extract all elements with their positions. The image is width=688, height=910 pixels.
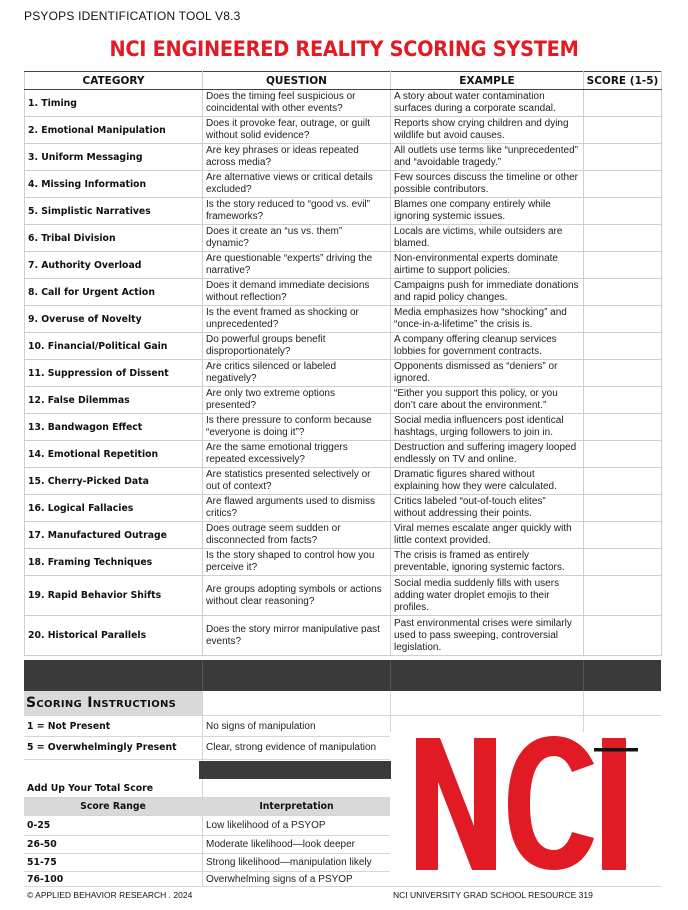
score-input-cell[interactable]: [584, 495, 662, 522]
category-cell: 3. Uniform Messaging: [25, 144, 203, 171]
category-cell: 15. Cherry-Picked Data: [25, 468, 203, 495]
question-cell: Are flawed arguments used to dismiss critics?: [203, 495, 391, 522]
score-range: 76-100: [27, 874, 64, 885]
score-input-cell[interactable]: [584, 90, 662, 117]
table-row: [25, 198, 662, 225]
table-row: [25, 495, 662, 522]
score-input-cell[interactable]: [584, 279, 662, 306]
score-interpretation: Strong likelihood—manipulation likely: [206, 857, 372, 868]
section-divider-band: [24, 660, 661, 691]
table-row: [25, 306, 662, 333]
table-row: [25, 279, 662, 306]
score-range-header: Score Range: [24, 798, 202, 815]
category-cell: 16. Logical Fallacies: [25, 495, 203, 522]
example-cell: Past environmental crises were similarly used to pass sweeping, controversial legislation.: [391, 616, 584, 656]
category-cell: 8. Call for Urgent Action: [25, 279, 203, 306]
category-cell: 13. Bandwagon Effect: [25, 414, 203, 441]
score-interpretation: Moderate likelihood—look deeper: [206, 839, 355, 850]
score-input-cell[interactable]: [584, 549, 662, 576]
table-row: [25, 441, 662, 468]
question-cell: Is the event framed as shocking or unprecedented?: [203, 306, 391, 333]
example-cell: Non-environmental experts dominate airtime to support policies.: [391, 252, 584, 279]
question-cell: Are critics silenced or labeled negatively?: [203, 360, 391, 387]
question-cell: Are the same emotional triggers repeated excessively?: [203, 441, 391, 468]
question-cell: Does the story mirror manipulative past events?: [203, 616, 391, 656]
example-cell: Critics labeled “out-of-touch elites” without addressing their points.: [391, 495, 584, 522]
example-cell: The crisis is framed as entirely preventable, ignoring systemic factors.: [391, 549, 584, 576]
score-input-cell[interactable]: [584, 333, 662, 360]
table-row: [25, 333, 662, 360]
score-input-cell[interactable]: [584, 387, 662, 414]
category-cell: 1. Timing: [25, 90, 203, 117]
table-header-row: [25, 72, 662, 90]
example-cell: Blames one company entirely while ignoring systemic issues.: [391, 198, 584, 225]
score-range: 51-75: [27, 857, 57, 868]
table-row: [25, 144, 662, 171]
table-row: [25, 414, 662, 441]
example-cell: Campaigns push for immediate donations and rapid policy changes.: [391, 279, 584, 306]
category-cell: 20. Historical Parallels: [25, 616, 203, 656]
score-input-cell[interactable]: [584, 441, 662, 468]
category-cell: 4. Missing Information: [25, 171, 203, 198]
category-cell: 18. Framing Techniques: [25, 549, 203, 576]
scoring-table: [24, 71, 662, 656]
example-cell: “Either you support this policy, or you don’t care about the environment.”: [391, 387, 584, 414]
example-cell: Opponents dismissed as “deniers” or ignored.: [391, 360, 584, 387]
example-cell: Dramatic figures shared without explaining how they were calculated.: [391, 468, 584, 495]
table-row: [25, 468, 662, 495]
score-input-cell[interactable]: [584, 576, 662, 616]
question-cell: Are groups adopting symbols or actions without clear reasoning?: [203, 576, 391, 616]
question-cell: Is the story shaped to control how you perceive it?: [203, 549, 391, 576]
example-cell: Media emphasizes how “shocking” and “once-in-a-lifetime” the crisis is.: [391, 306, 584, 333]
score-input-cell[interactable]: [584, 522, 662, 549]
score-range: 26-50: [27, 839, 57, 850]
question-cell: Does it create an “us vs. them” dynamic?: [203, 225, 391, 252]
table-row: [25, 549, 662, 576]
score-input-cell[interactable]: [584, 616, 662, 656]
score-level-desc: Clear, strong evidence of manipulation: [206, 742, 377, 753]
category-cell: 7. Authority Overload: [25, 252, 203, 279]
category-cell: 19. Rapid Behavior Shifts: [25, 576, 203, 616]
category-cell: 12. False Dilemmas: [25, 387, 203, 414]
footer-copyright: © APPLIED BEHAVIOR RESEARCH . 2024: [27, 890, 193, 900]
question-cell: Is there pressure to conform because “everyone is doing it”?: [203, 414, 391, 441]
score-input-cell[interactable]: [584, 414, 662, 441]
total-score-label: Add Up Your Total Score: [27, 783, 154, 794]
example-cell: Social media suddenly fills with users adding water droplet emojis to their profiles.: [391, 576, 584, 616]
example-cell: Social media influencers post identical hashtags, urging followers to join in.: [391, 414, 584, 441]
table-row: [25, 387, 662, 414]
score-input-cell[interactable]: [584, 225, 662, 252]
question-cell: Are key phrases or ideas repeated across media?: [203, 144, 391, 171]
column-header-example: EXAMPLE: [391, 72, 584, 90]
example-cell: A story about water contamination surfaces during a corporate scandal.: [391, 90, 584, 117]
tool-version-label: PSYOPS IDENTIFICATION TOOL V8.3: [24, 9, 241, 23]
dark-divider-bar: [199, 761, 391, 779]
category-cell: 10. Financial/Political Gain: [25, 333, 203, 360]
question-cell: Is the story reduced to “good vs. evil” frameworks?: [203, 198, 391, 225]
page-title: NCI ENGINEERED REALITY SCORING SYSTEM: [109, 37, 579, 61]
question-cell: Are only two extreme options presented?: [203, 387, 391, 414]
column-header-question: QUESTION: [203, 72, 391, 90]
score-input-cell[interactable]: [584, 198, 662, 225]
example-cell: Viral memes escalate anger quickly with little context provided.: [391, 522, 584, 549]
example-cell: All outlets use terms like “unprecedented” and “avoidable tragedy.”: [391, 144, 584, 171]
category-cell: 6. Tribal Division: [25, 225, 203, 252]
question-cell: Are alternative views or critical details excluded?: [203, 171, 391, 198]
score-input-cell[interactable]: [584, 171, 662, 198]
score-input-cell[interactable]: [584, 117, 662, 144]
example-cell: Few sources discuss the timeline or other possible contributors.: [391, 171, 584, 198]
column-header-score: SCORE (1-5): [584, 72, 662, 90]
example-cell: Reports show crying children and dying wildlife but avoid causes.: [391, 117, 584, 144]
score-input-cell[interactable]: [584, 468, 662, 495]
category-cell: 17. Manufactured Outrage: [25, 522, 203, 549]
score-level-label: 1 = Not Present: [27, 721, 111, 732]
score-interpretation: Low likelihood of a PSYOP: [206, 820, 326, 831]
table-row: [25, 117, 662, 144]
table-row: [25, 252, 662, 279]
table-row: [25, 225, 662, 252]
column-header-category: CATEGORY: [25, 72, 203, 90]
table-row: [25, 360, 662, 387]
question-cell: Do powerful groups benefit disproportionately?: [203, 333, 391, 360]
table-row: [25, 522, 662, 549]
question-cell: Does the timing feel suspicious or coincidental with other events?: [203, 90, 391, 117]
nci-logo: [416, 734, 646, 870]
question-cell: Does it demand immediate decisions without reflection?: [203, 279, 391, 306]
score-level-label: 5 = Overwhelmingly Present: [27, 742, 177, 753]
interpretation-header: Interpretation: [203, 798, 390, 815]
score-interpretation: Overwhelming signs of a PSYOP: [206, 874, 353, 885]
category-cell: 14. Emotional Repetition: [25, 441, 203, 468]
table-row: [25, 576, 662, 616]
category-cell: 2. Emotional Manipulation: [25, 117, 203, 144]
example-cell: A company offering cleanup services lobbies for government contracts.: [391, 333, 584, 360]
score-input-cell[interactable]: [584, 306, 662, 333]
question-cell: Does outrage seem sudden or disconnected from facts?: [203, 522, 391, 549]
score-input-cell[interactable]: [584, 252, 662, 279]
question-cell: Are statistics presented selectively or out of context?: [203, 468, 391, 495]
footer-resource: NCI UNIVERSITY GRAD SCHOOL RESOURCE 319: [393, 890, 593, 900]
example-cell: Locals are victims, while outsiders are blamed.: [391, 225, 584, 252]
score-range: 0-25: [27, 820, 51, 831]
score-input-cell[interactable]: [584, 360, 662, 387]
category-cell: 9. Overuse of Novelty: [25, 306, 203, 333]
table-row: [25, 616, 662, 656]
score-input-cell[interactable]: [584, 144, 662, 171]
table-row: [25, 171, 662, 198]
score-level-desc: No signs of manipulation: [206, 721, 316, 732]
scoring-instructions-title: Scoring Instructions: [24, 691, 202, 715]
table-row: [25, 90, 662, 117]
category-cell: 5. Simplistic Narratives: [25, 198, 203, 225]
question-cell: Does it provoke fear, outrage, or guilt without solid evidence?: [203, 117, 391, 144]
example-cell: Destruction and suffering imagery looped endlessly on TV and online.: [391, 441, 584, 468]
question-cell: Are questionable “experts” driving the narrative?: [203, 252, 391, 279]
category-cell: 11. Suppression of Dissent: [25, 360, 203, 387]
